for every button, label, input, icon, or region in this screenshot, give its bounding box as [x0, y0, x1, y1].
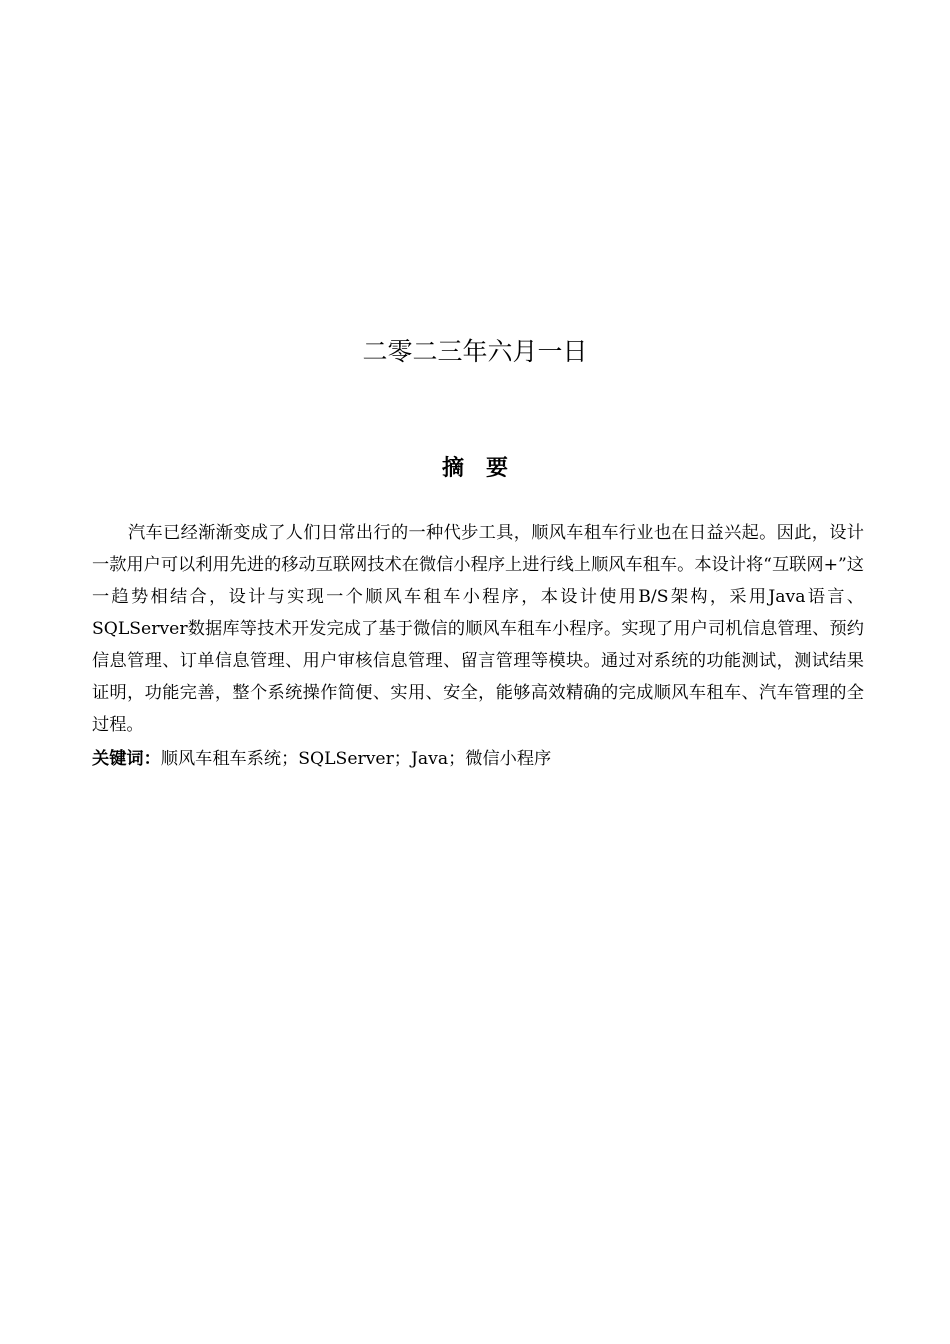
- abstract-body: 汽车已经渐渐变成了人们日常出行的一种代步工具，顺风车租车行业也在日益兴起。因此，设计一款用户可以利用先进的移动互联网技术在微信小程序上进行线上顺风车租车。本设计将“互联网+”这一趋势相结合，设计与实现一个顺风车租车小程序，本设计使用B/S架构，采用Java语言、SQLServer数据库等技术开发完成了基于微信的顺风车租车小程序。实现了用户司机信息管理、预约信息管理、订单信息管理、用户审核信息管理、留言管理等模块。通过对系统的功能测试，测试结果证明，功能完善，整个系统操作简便、实用、安全，能够高效精确的完成顺风车租车、汽车管理的全过程。: [92, 523, 864, 735]
- keywords-line: [92, 743, 864, 775]
- keywords-label: 关键词：: [92, 749, 161, 769]
- keywords-text: 顺风车租车系统；SQLServer；Java；微信小程序: [160, 749, 552, 769]
- date-line: 二零二三年六月一日: [362, 337, 588, 366]
- abstract-title: 摘要: [441, 456, 530, 481]
